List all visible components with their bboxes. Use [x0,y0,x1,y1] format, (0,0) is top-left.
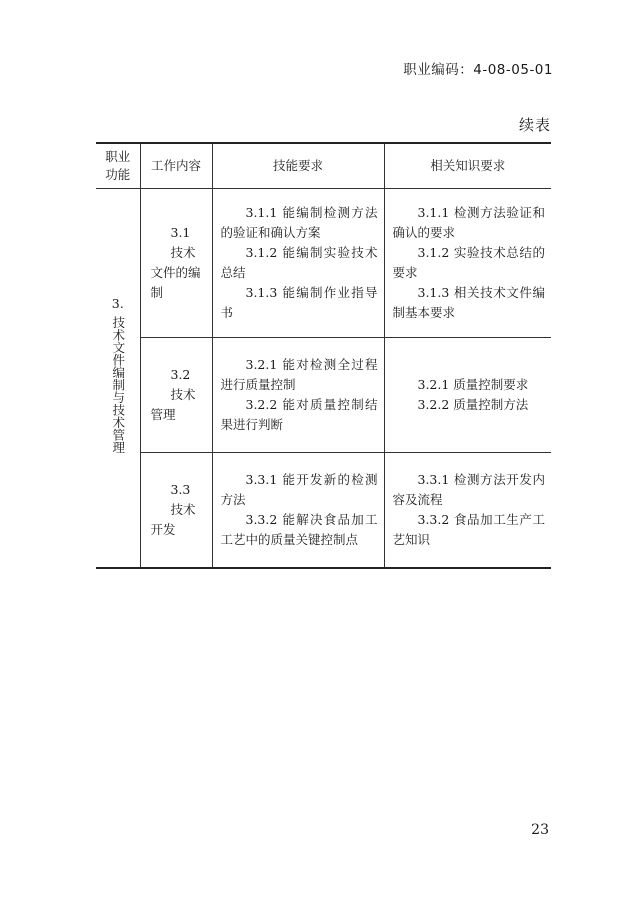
content-line1: 3.3 技术 [170,482,196,517]
skills-cell [212,189,384,338]
knowledge-cell [384,189,551,338]
header-function-line2: 功能 [105,167,131,182]
function-cell [96,189,140,569]
knowledge-item: 3.2.1 质量控制要求 [417,377,529,392]
table-row [96,453,551,569]
skill-item: 3.2.1 能对检测全过程进行质量控制 [220,357,378,392]
skill-item: 3.1.3 能编制作业指导书 [220,285,378,320]
function-name: 技术文件编制与技术管理 [110,316,126,454]
skill-item: 3.1.2 能编制实验技术总结 [220,245,378,280]
table-row [96,338,551,453]
knowledge-item: 3.1.1 检测方法验证和确认的要求 [392,205,545,240]
skills-cell [212,338,384,453]
header-knowledge: 相关知识要求 [384,143,551,189]
content-line2: 管理 [150,407,176,422]
occupation-code: 职业编码：4-08-05-01 [403,62,553,78]
content-line1: 3.2 技术 [170,367,196,402]
header-content: 工作内容 [140,143,212,189]
content-line1: 3.1 技术 [170,225,196,260]
skill-item: 3.2.2 能对质量控制结果进行判断 [220,397,378,432]
skill-item: 3.1.1 能编制检测方法的验证和确认方案 [220,205,378,240]
content-line2: 开发 [150,522,176,537]
content-cell [140,338,212,453]
knowledge-item: 3.3.1 检测方法开发内容及流程 [392,472,545,507]
knowledge-item: 3.3.2 食品加工生产工艺知识 [392,512,545,547]
skills-cell [212,453,384,569]
knowledge-item: 3.1.3 相关技术文件编制基本要求 [392,285,545,320]
knowledge-item: 3.2.2 质量控制方法 [417,397,529,412]
continued-table-label: 续表 [518,116,551,134]
skill-item: 3.3.2 能解决食品加工工艺中的质量关键控制点 [220,512,378,547]
header-skills: 技能要求 [212,143,384,189]
header-function [96,143,140,189]
content-cell [140,189,212,338]
knowledge-cell [384,453,551,569]
knowledge-cell [384,338,551,453]
skill-item: 3.3.1 能开发新的检测方法 [220,472,378,507]
table-row [96,189,551,338]
content-line2: 文件的编制 [150,265,201,300]
table-header-row [96,143,551,189]
skills-requirements-table [96,142,551,569]
header-function-line1: 职业 [105,149,131,164]
knowledge-item: 3.1.2 实验技术总结的要求 [392,245,545,280]
content-cell [140,453,212,569]
function-number: 3. [111,296,124,312]
page-number: 23 [531,822,549,838]
